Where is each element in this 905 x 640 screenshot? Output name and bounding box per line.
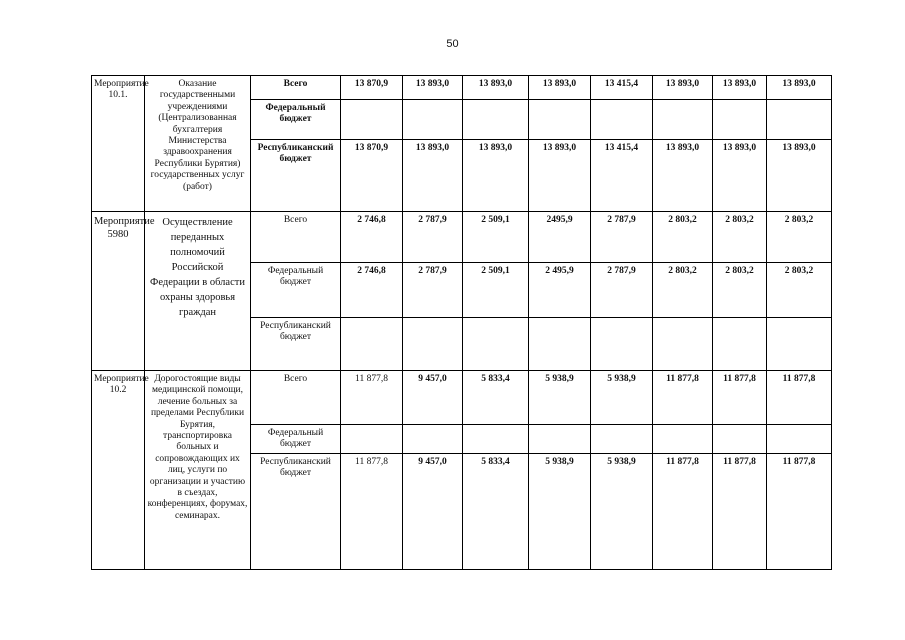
- value-cell: 13 893,0: [713, 76, 767, 100]
- value-cell: [403, 318, 463, 371]
- value-cell: 2 746,8: [341, 263, 403, 318]
- value-cell: 5 938,9: [591, 454, 653, 570]
- source-label: Республиканский бюджет: [251, 318, 341, 371]
- value-cell: [341, 425, 403, 454]
- value-cell: 2 787,9: [403, 212, 463, 263]
- source-label: Республиканский бюджет: [251, 140, 341, 212]
- value-cell: [529, 425, 591, 454]
- measure-id: Мероприятие 5980: [92, 212, 145, 371]
- value-cell: [713, 318, 767, 371]
- value-cell: 9 457,0: [403, 454, 463, 570]
- value-cell: 13 893,0: [713, 140, 767, 212]
- value-cell: [463, 318, 529, 371]
- value-cell: 2 803,2: [653, 212, 713, 263]
- value-cell: 13 893,0: [403, 140, 463, 212]
- value-cell: 2 803,2: [767, 212, 832, 263]
- value-cell: 11 877,8: [713, 371, 767, 425]
- value-cell: 13 893,0: [767, 76, 832, 100]
- value-cell: 11 877,8: [713, 454, 767, 570]
- value-cell: 5 938,9: [529, 454, 591, 570]
- value-cell: 2 803,2: [713, 263, 767, 318]
- source-label: Федеральный бюджет: [251, 425, 341, 454]
- value-cell: 2 495,9: [529, 263, 591, 318]
- value-cell: 2495,9: [529, 212, 591, 263]
- value-cell: [341, 318, 403, 371]
- value-cell: 11 877,8: [767, 454, 832, 570]
- value-cell: [653, 100, 713, 140]
- value-cell: [653, 318, 713, 371]
- value-cell: [767, 425, 832, 454]
- value-cell: 13 893,0: [529, 140, 591, 212]
- table-row: [92, 212, 832, 263]
- value-cell: [341, 100, 403, 140]
- source-label: Всего: [251, 76, 341, 100]
- value-cell: 13 893,0: [463, 76, 529, 100]
- value-cell: [713, 100, 767, 140]
- budget-table: [91, 75, 832, 570]
- value-cell: [767, 318, 832, 371]
- value-cell: 13 893,0: [403, 76, 463, 100]
- value-cell: 5 833,4: [463, 371, 529, 425]
- value-cell: [403, 425, 463, 454]
- measure-id: Мероприятие 10.1.: [92, 76, 145, 212]
- value-cell: [529, 318, 591, 371]
- source-label: Всего: [251, 371, 341, 425]
- source-label: Федеральный бюджет: [251, 100, 341, 140]
- value-cell: 11 877,8: [341, 454, 403, 570]
- source-label: Федеральный бюджет: [251, 263, 341, 318]
- value-cell: 2 787,9: [591, 263, 653, 318]
- value-cell: 2 509,1: [463, 263, 529, 318]
- value-cell: 13 415,4: [591, 140, 653, 212]
- measure-name: Осуществление переданных полномочий Российской Федерации в области охраны здоровья граждан: [145, 212, 251, 371]
- value-cell: [463, 425, 529, 454]
- value-cell: 13 893,0: [653, 140, 713, 212]
- value-cell: 11 877,8: [341, 371, 403, 425]
- measure-name: Оказание государственными учреждениями (Централизованная бухгалтерия Министерства здравоохранения Республики Бурятия) государственных услуг (работ): [145, 76, 251, 212]
- value-cell: 5 938,9: [591, 371, 653, 425]
- value-cell: [529, 100, 591, 140]
- value-cell: [591, 318, 653, 371]
- value-cell: 2 509,1: [463, 212, 529, 263]
- value-cell: 2 746,8: [341, 212, 403, 263]
- value-cell: 13 893,0: [463, 140, 529, 212]
- table-row: [92, 371, 832, 425]
- source-label: Всего: [251, 212, 341, 263]
- measure-name: Дорогостоящие виды медицинской помощи, лечение больных за пределами Республики Бурятия, транспортировка больных и сопровождающих их лиц, услуги по организации и участию в съездах, конференциях, форумах, семинарах.: [145, 371, 251, 570]
- value-cell: 13 893,0: [653, 76, 713, 100]
- table-row: [92, 76, 832, 100]
- value-cell: 13 415,4: [591, 76, 653, 100]
- value-cell: 2 787,9: [591, 212, 653, 263]
- value-cell: 13 893,0: [529, 76, 591, 100]
- value-cell: 13 870,9: [341, 76, 403, 100]
- value-cell: [403, 100, 463, 140]
- value-cell: 11 877,8: [653, 454, 713, 570]
- value-cell: 2 803,2: [653, 263, 713, 318]
- page-number: 50: [446, 38, 459, 50]
- value-cell: [463, 100, 529, 140]
- value-cell: [591, 425, 653, 454]
- value-cell: 5 938,9: [529, 371, 591, 425]
- value-cell: 5 833,4: [463, 454, 529, 570]
- value-cell: 13 870,9: [341, 140, 403, 212]
- value-cell: [713, 425, 767, 454]
- value-cell: 11 877,8: [767, 371, 832, 425]
- value-cell: 11 877,8: [653, 371, 713, 425]
- value-cell: [653, 425, 713, 454]
- value-cell: 13 893,0: [767, 140, 832, 212]
- value-cell: 2 803,2: [767, 263, 832, 318]
- value-cell: 2 803,2: [713, 212, 767, 263]
- value-cell: [591, 100, 653, 140]
- measure-id: Мероприятие 10.2: [92, 371, 145, 570]
- value-cell: 9 457,0: [403, 371, 463, 425]
- value-cell: 2 787,9: [403, 263, 463, 318]
- value-cell: [767, 100, 832, 140]
- source-label: Республиканский бюджет: [251, 454, 341, 570]
